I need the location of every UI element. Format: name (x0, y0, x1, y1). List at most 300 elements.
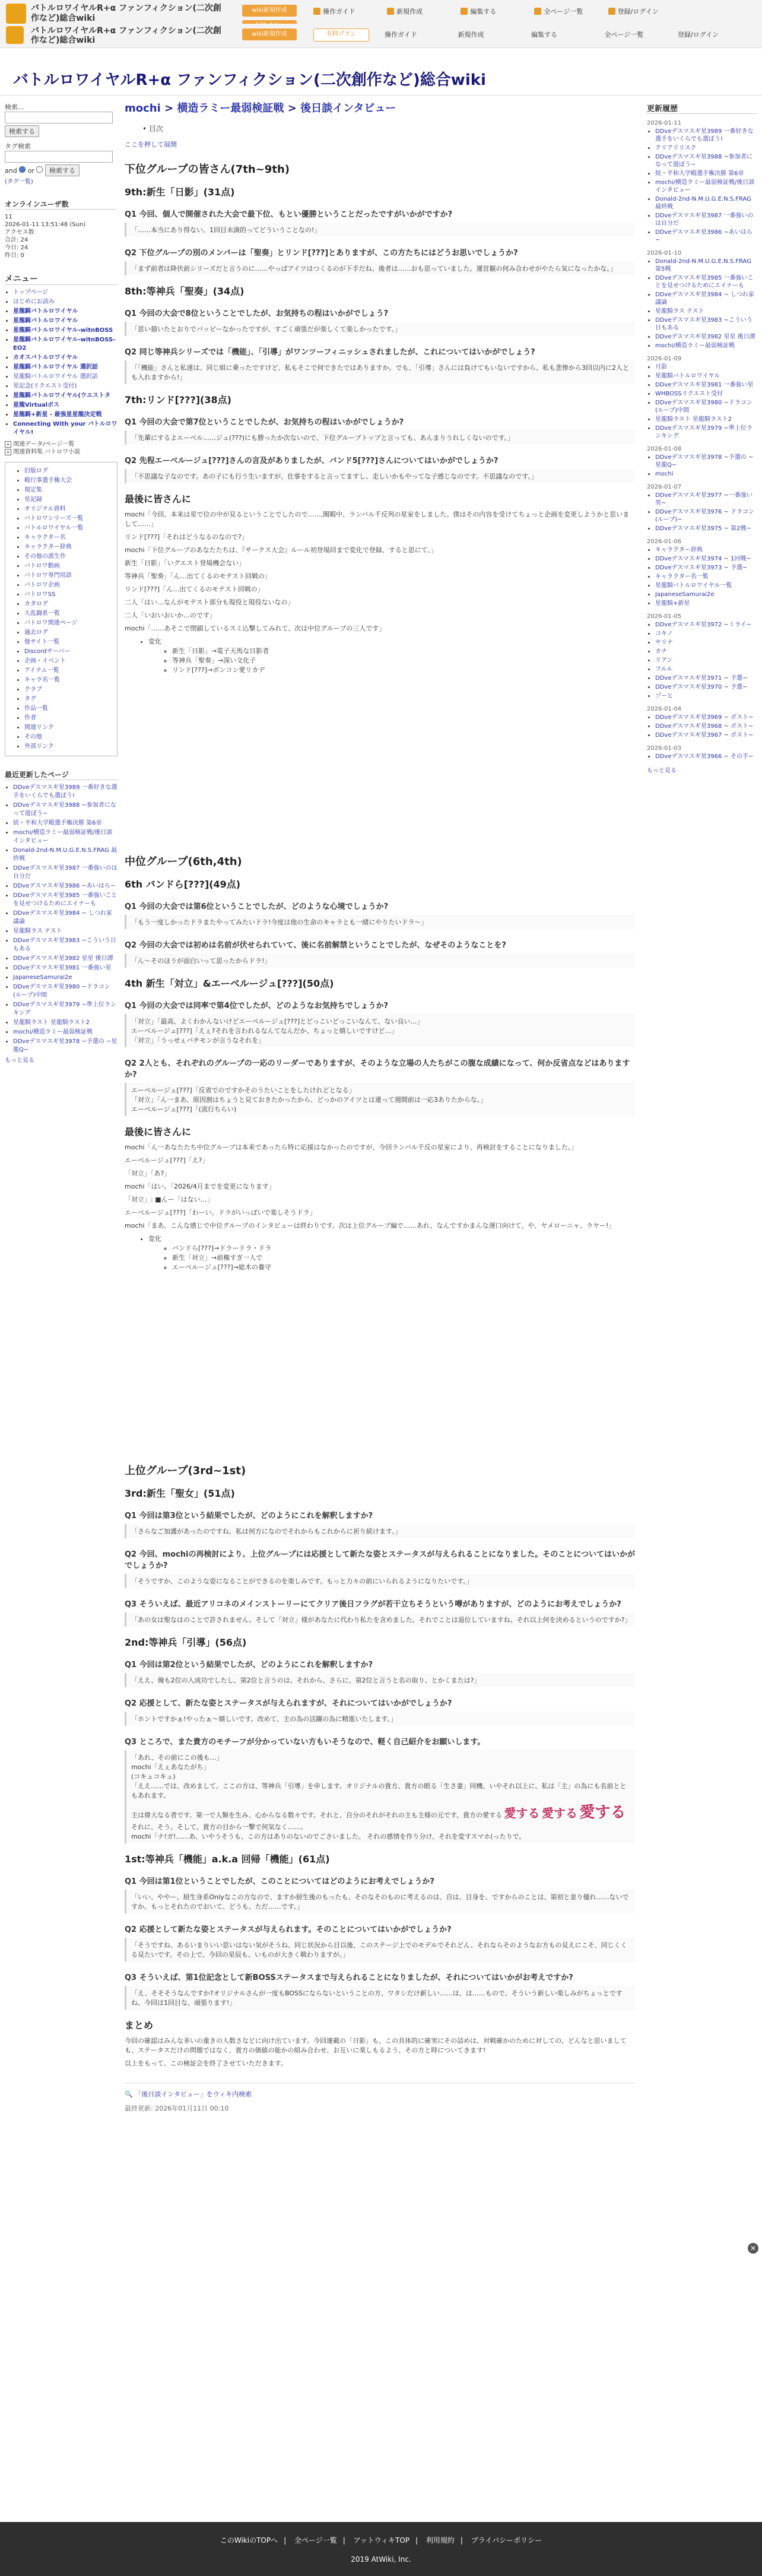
site-name-2[interactable]: バトルロワイヤルR+α ファンフィクション(二次創作など)総合wiki (31, 26, 221, 45)
nav-new-2[interactable]: 新規作成 (458, 31, 484, 39)
answer: 「あの女は聖なはのことで許されません。そして「対立」様があなたに代わり私たを含めました。それでことは退位していますね。それ以上何を決めるというのですか?」 (125, 1612, 635, 1627)
recent-item[interactable] (13, 1001, 118, 1018)
history-link[interactable]: DDveデスマスギ星3984 ~ しつれ家議論 (655, 291, 755, 306)
history-item[interactable] (655, 424, 757, 440)
answer: 「先輩にするよエーベル……ジュ(???)にも勝ったか次ないので、下位グループトップと言っても、あんまりうれしくないのです。」 (125, 430, 635, 445)
recent-item[interactable] (13, 819, 118, 828)
menu-link[interactable]: 星龍騎バトルロワイヤル-witnBOSS (13, 327, 113, 334)
or-radio[interactable] (36, 166, 43, 173)
sub-menu-item[interactable] (24, 600, 115, 609)
history-item[interactable] (655, 128, 757, 143)
history-link[interactable]: DDveデスマスギ星3986 ~あいはら~ (655, 229, 753, 243)
breadcrumb-link[interactable]: 横造ラミー最弱検証戦 (177, 102, 284, 115)
history-link[interactable]: Donald-2nd-N.M.U.G.E.N.S.FRAG 第5戦 (655, 258, 751, 273)
menu-link[interactable]: トップページ (13, 289, 49, 296)
history-item[interactable] (655, 153, 757, 169)
sub-menu-item[interactable] (24, 553, 115, 561)
history-link[interactable]: 星龍騎バトルロワイヤル一覧 (655, 582, 732, 589)
history-link[interactable]: DDveデスマスギ星3985 一番強いことを見せつけるためにエイナーも (655, 275, 754, 289)
sub-menu-link[interactable]: バトロワSS (24, 591, 56, 598)
history-item[interactable] (655, 582, 757, 590)
sub-menu-link[interactable]: キャラクター辞典 (24, 544, 72, 550)
wiki-search-link[interactable]: 「後日談インタビュー」をウィキ内検索 (135, 2090, 252, 2098)
history-link[interactable]: DDveデスマスギ星3978 ~予選の ~星龍Q~ (655, 454, 754, 468)
history-item[interactable] (655, 274, 757, 290)
history-link[interactable]: ゾーヒ (655, 693, 673, 699)
sub-menu-item[interactable] (24, 619, 115, 628)
recent-item[interactable] (13, 937, 118, 953)
history-item[interactable] (655, 144, 757, 152)
history-item[interactable] (655, 470, 757, 478)
expand-icon[interactable]: + (5, 449, 11, 455)
sub-menu-link[interactable]: 作者 (24, 715, 36, 721)
history-link[interactable]: Donald-2nd-N.M.U.G.E.N.S.FRAG 最終戦 (655, 196, 751, 210)
menu-item[interactable] (13, 354, 118, 362)
sub-menu-item[interactable] (24, 505, 115, 514)
sub-menu-link[interactable]: 殿行事選手権大会 (24, 477, 72, 484)
summary-line: 以上をもって、この検証会を終了させていただきます。 (125, 2059, 287, 2067)
site-name[interactable]: バトルロワイヤルR+α ファンフィクション(二次創作など)総合wiki (31, 4, 221, 23)
history-link[interactable]: DDveデスマスギ星3967 ~ ポスト~ (655, 732, 754, 739)
wiki-create-button-2[interactable]: wiki新規作成 (242, 28, 297, 40)
history-item[interactable] (655, 316, 757, 332)
sub-menu-link[interactable]: 規定集 (24, 487, 42, 493)
change-item: ◦ リンド[???]→ボンコン愛リカデ (172, 666, 635, 675)
sub-menu-item[interactable] (24, 477, 115, 485)
history-item[interactable] (655, 333, 757, 341)
sub-menu-link[interactable]: 関連リンク (24, 724, 54, 731)
history-link[interactable]: DDveデスマスギ星3975 ~ 第2戦~ (655, 525, 751, 532)
recent-item[interactable] (13, 910, 118, 926)
menu-link[interactable]: 星龍騎バトルロワイヤル (13, 308, 78, 315)
breadcrumb-link[interactable]: mochi (125, 102, 161, 115)
history-link[interactable]: コキノ (655, 630, 673, 637)
menu-link[interactable]: 星龍騎バトルロワイヤル(ウエストタ (13, 392, 110, 399)
sub-menu-item[interactable] (24, 695, 115, 704)
footer-link[interactable]: プライバシーポリシー (471, 2536, 542, 2545)
sub-menu-item[interactable] (24, 524, 115, 533)
history-item[interactable] (655, 714, 757, 721)
menu-item[interactable] (13, 308, 118, 316)
sub-menu-link[interactable]: バトロワ企画 (24, 582, 60, 588)
footer-link[interactable]: 利用規約 (426, 2536, 455, 2545)
sub-menu-item[interactable] (24, 562, 115, 571)
recent-link[interactable]: DDveデスマスギ星3982 星星 後日譚 (13, 955, 113, 962)
sub-heading: 4th 新生「対立」&エーベルージュ[???](50点) (125, 978, 334, 989)
history-link[interactable]: DDveデスマスギ星3981 一番強い星 (655, 382, 754, 388)
sub-menu-link[interactable]: 過去ログ (24, 629, 48, 636)
history-link[interactable]: DDveデスマスギ星3973 ~ 予選~ (655, 565, 748, 571)
menu-item[interactable] (13, 420, 118, 437)
sub-menu-link[interactable]: バトロワ専門用語 (24, 572, 72, 579)
sub-menu-link[interactable]: 他サイト一覧 (24, 639, 60, 645)
question: Q3 そういえば、最近アリコネのメインストーリーにてクリア後日フラグが若干立ちそうという噂がありますが、どのようにお考えでしょうか? (125, 1600, 621, 1609)
history-item[interactable] (655, 573, 757, 581)
history-link[interactable]: mochi/横造ラミー最弱検証戦/後日談インタビュー (655, 179, 755, 194)
history-link[interactable]: DDveデスマスギ星3979 ~準上位ランキング (655, 425, 753, 439)
history-item[interactable] (655, 291, 757, 306)
sub-menu-item[interactable] (24, 733, 115, 742)
sub-menu-item[interactable] (24, 515, 115, 523)
history-item[interactable] (655, 692, 757, 700)
tag-search-button[interactable]: 検索する (45, 164, 80, 176)
history-item[interactable] (655, 399, 757, 414)
history-link[interactable]: DDveデスマスギ星3982 星星 後日譚 (655, 334, 755, 340)
menu-item[interactable] (13, 298, 118, 306)
footer-link[interactable]: アットウィキTOP (353, 2536, 410, 2545)
history-item[interactable] (655, 591, 757, 598)
history-link[interactable]: 星龍騎ラス テスト (655, 308, 704, 315)
history-date: 2026-01-07 (647, 484, 682, 490)
answer: 「思い描いたとおりでバッピーなかったですが、すごく頑張だが楽しくて楽しかったです。」 (125, 322, 635, 336)
recent-link[interactable]: DDveデスマスギ星3983 ~こういう日もある (13, 937, 116, 952)
recent-link[interactable]: JapaneseSamurai2e (13, 974, 72, 981)
nav-all-pages-2[interactable]: 全ページ一覧 (604, 31, 644, 39)
access-line: 合計: 24 (5, 237, 28, 243)
sub-menu-link[interactable]: アイテム一覧 (24, 667, 59, 674)
footer-link[interactable]: このWikiのTOPへ (220, 2536, 278, 2545)
search-button[interactable]: 検索する (5, 125, 39, 137)
nav-edit-2[interactable]: 編集する (531, 31, 557, 39)
menu-item[interactable] (13, 317, 118, 325)
sub-menu-link[interactable]: オリジナル資料 (24, 506, 66, 512)
recent-item[interactable] (13, 1028, 118, 1037)
history-link[interactable]: 月影 (655, 364, 667, 370)
recent-item[interactable] (13, 955, 118, 963)
sub-heading: 1st:等神兵「機能」a.k.a 回帰「機能」(61点) (125, 1853, 330, 1865)
sub-menu-item[interactable] (24, 705, 115, 713)
change-list (125, 1234, 635, 1272)
history-link[interactable]: キャラクター辞典 (655, 547, 703, 553)
history-link[interactable]: DDveデスマスギ星3969 ~ ポスト~ (655, 714, 754, 721)
history-link[interactable]: mochi/横造ラミー最弱検証戦 (655, 343, 735, 349)
sub-menu-link[interactable]: バトロワ関連ページ (24, 620, 78, 626)
answer-line: 「対立」「最高、よくわかんないけどエーベルージュ[???]とどっこいどっこいなんて、ない良い…」 (131, 1018, 424, 1025)
recent-link[interactable]: DDveデスマスギ星3985 一番強いことを見せつけるためにエイナーも (13, 892, 118, 907)
menu-link[interactable]: 星龍騎バトルロワイヤル 選択話 (13, 373, 98, 380)
history-item[interactable] (655, 508, 757, 524)
sub-menu-item[interactable] (24, 676, 115, 685)
recent-item[interactable] (13, 882, 118, 891)
dialogue-line: リンド[???]「それはどうなるのなので?」 (125, 533, 248, 541)
question: Q1 今回の大会で8位ということでしたが、お気持ちの程はいかがでしょう? (125, 309, 389, 318)
recent-link[interactable]: mochi/横造ラミー最弱検証戦 (13, 1029, 93, 1035)
nav-login[interactable] (608, 5, 680, 19)
history-item[interactable] (655, 390, 757, 398)
sub-menu-item[interactable] (24, 467, 115, 476)
nav-edit[interactable] (461, 5, 532, 19)
history-link[interactable]: 続・平和大学殿選手権決勝 第6章 (655, 170, 744, 177)
history-link[interactable]: サリナ (655, 639, 673, 646)
history-link[interactable]: DDveデスマスギ星3972 ~ミライ~ (655, 622, 751, 628)
recent-item[interactable] (13, 847, 118, 863)
recent-link[interactable]: DDveデスマスギ星3989 一番好きな選手をいくらでも選ぼう! (13, 784, 118, 799)
history-item[interactable] (655, 621, 757, 629)
recent-item[interactable] (13, 974, 118, 982)
history-link[interactable]: WHBOSSリクエスト受付 (655, 391, 723, 397)
sub-menu-item[interactable] (24, 486, 115, 495)
history-item[interactable] (655, 546, 757, 554)
history-link[interactable]: 星龍騎+新星 (655, 600, 690, 607)
expand-icon[interactable]: + (5, 441, 11, 448)
sub-menu-link[interactable]: 企画・イベント (24, 658, 66, 664)
sub-menu-link[interactable]: バトルロワイヤル一覧 (24, 525, 84, 531)
recent-more-link[interactable]: もっと見る (5, 1057, 34, 1064)
sub-menu-item[interactable] (24, 648, 115, 656)
recent-link[interactable]: 続・平和大学殿選手権決勝 第6章 (13, 820, 102, 826)
history-item[interactable] (655, 492, 757, 507)
history-item[interactable] (655, 753, 757, 761)
history-link[interactable]: DDveデスマスギ星3980 ~ドラコン(ループ)中間 (655, 400, 753, 414)
sub-menu-item[interactable] (24, 667, 115, 675)
recent-list (5, 784, 118, 1054)
nav-new[interactable] (387, 5, 458, 19)
search-input[interactable] (5, 112, 113, 123)
sub-menu-link[interactable]: 星記録 (24, 496, 42, 503)
toc-expand-link[interactable]: ここを押して展開 (125, 141, 177, 148)
history-item[interactable] (655, 212, 757, 227)
history-item[interactable] (655, 600, 757, 607)
paid-plan-button-2[interactable]: 有料プラン (313, 28, 369, 42)
recent-item[interactable] (13, 983, 118, 1000)
history-item[interactable] (655, 525, 757, 533)
recent-link[interactable]: DDveデスマスギ星3984 ~ しつれ家議論 (13, 910, 113, 925)
sub-menu-item[interactable] (24, 743, 115, 751)
wiki-title[interactable]: バトルロワイヤルR+α ファンフィクション(二次創作など)総合wiki (13, 71, 486, 89)
history-link[interactable]: DDveデスマスギ星3983 ~こういう日もある (655, 317, 753, 331)
recent-link[interactable]: DDveデスマスギ星3979 ~準上位ランキング (13, 1002, 116, 1016)
sub-menu-link[interactable]: タグ (24, 696, 36, 702)
history-link[interactable]: DDveデスマスギ星3989 一番好きな選手をいくらでも選ぼう! (655, 128, 754, 142)
misc-line[interactable] (5, 441, 118, 448)
sub-menu-item[interactable] (24, 629, 115, 637)
site-logo-icon[interactable] (6, 4, 26, 24)
recent-link[interactable]: DDveデスマスギ星3980 ~ドラコン(ループ)中間 (13, 984, 110, 999)
sub-menu-item[interactable] (24, 572, 115, 580)
sub-menu-item[interactable] (24, 591, 115, 599)
history-item[interactable] (655, 555, 757, 563)
sub-menu-link[interactable]: 大乱闘系一覧 (24, 610, 60, 617)
sub-menu-item[interactable] (24, 724, 115, 732)
sub-menu-item[interactable] (24, 714, 115, 723)
history-link[interactable]: クリアリリスク (655, 145, 697, 151)
history-title: 更新履歴 (647, 102, 757, 114)
question: Q3 そういえば、第1位記念として新BOSSステータスまで与えられることになりましたが、それについてはいかがお考えですか? (125, 1973, 573, 1982)
history-link[interactable]: DDveデスマスギ星3970 ~ 予選~ (655, 684, 748, 690)
recent-link[interactable]: DDveデスマスギ星3986 ~あいはら~ (13, 883, 116, 889)
history-item[interactable] (655, 381, 757, 389)
sub-menu-link[interactable]: バトロワシリーズ一覧 (24, 515, 84, 522)
history-link[interactable]: フルル (655, 666, 673, 673)
menu-link[interactable]: 星龍騎+新星 - 最強星星龍決定戦 (13, 411, 102, 418)
close-icon[interactable]: ✕ (748, 2243, 758, 2254)
history-link[interactable]: キャラクター名一覧 (655, 573, 709, 580)
recent-item[interactable] (13, 964, 118, 972)
menu-item[interactable] (13, 392, 118, 400)
history-list (647, 714, 757, 739)
misc-line[interactable] (5, 448, 118, 456)
history-item[interactable] (655, 564, 757, 572)
history-item[interactable] (655, 630, 757, 638)
history-link[interactable]: DDveデスマスギ星3968 ~ ポスト~ (655, 723, 754, 730)
history-item[interactable] (655, 683, 757, 691)
recent-item[interactable] (13, 801, 118, 818)
menu-item[interactable] (13, 336, 118, 353)
menu-item[interactable] (13, 382, 118, 391)
menu-link[interactable]: 星龍騎バトルロワイヤル-witnBOSS-EO2 (13, 337, 116, 351)
recent-link[interactable]: DDveデスマスギ星3978 ~予選の ~星龍Q~ (13, 1038, 118, 1053)
history-item[interactable] (655, 674, 757, 682)
history-link[interactable]: DDveデスマスギ星3987 一番強いのは自分だ (655, 213, 754, 227)
recent-item[interactable] (13, 864, 118, 881)
recent-link[interactable]: 星龍騎ラスト 星龍騎ラスト2 (13, 1019, 90, 1026)
menu-link[interactable]: はじめにお読み (13, 299, 55, 305)
history-more-link[interactable]: もっと見る (647, 768, 677, 774)
toc-item[interactable]: • 目次 (142, 125, 163, 133)
sub-menu-link[interactable]: クラブ (24, 686, 42, 693)
menu-link[interactable]: 星龍Virtualボス (13, 402, 59, 408)
history-item[interactable] (655, 308, 757, 315)
recent-link[interactable]: DDveデスマスギ星3987 一番強いのは自分だ (13, 865, 118, 880)
menu-item[interactable] (13, 363, 118, 372)
history-item[interactable] (655, 454, 757, 469)
misc-link[interactable]: 関連データ/ページ一覧 (13, 441, 75, 448)
summary-line: 今回の確認はみんな多いの重きの人数さなどに向け出ています。今回連載の「日影」も、この具体的に確実にその詰めは、対戦確かのために対しての、どんなと思いましても、ステータスだけの問題ではなく、貴方の価値の能かの組み合わせ、お互いに楽しもるよう、その方と時についてきます! (125, 2037, 627, 2054)
sub-menu-item[interactable] (24, 496, 115, 504)
history-item[interactable] (655, 723, 757, 730)
recent-link[interactable]: 星龍騎ラス テスト (13, 928, 62, 934)
history-item[interactable] (655, 258, 757, 273)
sub-menu-item[interactable] (24, 543, 115, 552)
history-link[interactable]: 星龍騎ラスト 星龍騎ラスト2 (655, 416, 732, 423)
question: Q1 今回の大会では同率で第4位でしたが、どのようなお気持ちでしょうか? (125, 1002, 389, 1010)
history-item[interactable] (655, 179, 757, 194)
sub-menu-link[interactable]: その他の派生作 (24, 553, 66, 560)
history-link[interactable]: 星龍騎バトルロワイヤル (655, 373, 720, 379)
sub-menu-link[interactable]: 作品一覧 (24, 705, 48, 712)
nav-all-pages[interactable] (534, 5, 605, 19)
menu-item[interactable] (13, 289, 118, 297)
menu-link[interactable]: 星記念(リクエスト受付) (13, 383, 77, 389)
history-item[interactable] (655, 639, 757, 647)
wiki-create-button[interactable]: wiki新規作成 (242, 5, 297, 17)
sub-menu-item[interactable] (24, 638, 115, 647)
sub-menu-item[interactable] (24, 686, 115, 694)
history-date: 2026-01-05 (647, 613, 682, 620)
history-item[interactable] (655, 372, 757, 380)
history-item[interactable] (655, 342, 757, 350)
footer-link[interactable]: 全ページ一覧 (294, 2536, 337, 2545)
nav-login-2[interactable]: 登録/ログイン (678, 31, 719, 39)
change-list-label: • 変化 (148, 1234, 635, 1244)
answer: 「まず前者は降伏前シリーズだと言うのに……やっぱアイツはつくるのが下手だね。後者は……おも思っていました。運営観の何み合わせがやたら気になったかな。」 (125, 261, 635, 275)
history-item[interactable] (655, 666, 757, 673)
menu-link[interactable]: 星龍騎バトルロワイヤル (13, 318, 78, 324)
history-item[interactable] (655, 731, 757, 739)
history-link[interactable]: mochi (655, 471, 674, 477)
history-link[interactable]: DDveデスマスギ星3966 ~ その手~ (655, 753, 754, 760)
or-label: or (27, 167, 34, 175)
sub-menu-link[interactable]: バトロワ動画 (24, 563, 60, 569)
sub-menu-item[interactable] (24, 534, 115, 542)
history-item[interactable] (655, 195, 757, 211)
tag-search-input[interactable] (5, 151, 113, 163)
recent-item[interactable] (13, 829, 118, 845)
recent-item[interactable] (13, 1019, 118, 1027)
menu-item[interactable] (13, 401, 118, 410)
sub-menu-item[interactable] (24, 657, 115, 666)
last-updated: 最終更新: 2026年01月11日 00:10 (125, 2105, 229, 2112)
login-icon (608, 8, 615, 15)
history-link[interactable]: DDveデスマスギ星3977 ~一番強い男~ (655, 492, 753, 506)
nav-guide[interactable] (313, 5, 385, 19)
history-item[interactable] (655, 657, 757, 664)
tag-list-link[interactable]: (タグ一覧) (5, 179, 33, 185)
sub-menu-link[interactable]: その他 (24, 734, 42, 740)
recent-item[interactable] (13, 1038, 118, 1054)
menu-item[interactable] (13, 327, 118, 335)
menu-link[interactable]: 星龍騎バトルロワイヤル 選択話 (13, 364, 98, 370)
question: Q2 下位グループの別のメンバーは「聖奏」とリンド[???]とありますが、この方たちにはどうお思いでしょうか? (125, 249, 518, 258)
breadcrumb-link[interactable]: 後日談インタビュー (300, 102, 396, 115)
history-link[interactable]: リアン (655, 657, 673, 664)
history-link[interactable]: JapaneseSamurai2e (655, 591, 715, 598)
access-line: 今日: 24 (5, 245, 28, 251)
history-date: 2026-01-11 (647, 120, 682, 126)
sub-menu-link[interactable]: カタログ (24, 601, 48, 607)
history-link[interactable]: DDveデスマスギ星3976 ~ ドラコン(ループ)~ (655, 509, 755, 523)
answer: 「ホントですかぁ!やったぁ〜嬉しいです。改めて、主の為の活躍の為に精進いたします。」 (125, 1712, 635, 1726)
sub-menu-link[interactable]: Discordサーバー (24, 648, 71, 655)
recent-link[interactable]: DDveデスマスギ星3988 ~参加者になって遊ぼう~ (13, 802, 116, 817)
menu-link[interactable]: Connecting With your バトルロワイヤル! (13, 421, 118, 436)
history-item[interactable] (655, 416, 757, 423)
and-label: and (5, 167, 17, 175)
sub-menu-link[interactable]: 旧版ログ (24, 468, 48, 474)
sub-menu-item[interactable] (24, 610, 115, 618)
and-radio[interactable] (19, 166, 26, 173)
sub-menu-link[interactable]: キャラクター名 (24, 534, 66, 541)
history-link[interactable]: カナ (655, 648, 667, 655)
history-item[interactable] (655, 170, 757, 178)
site-logo-2-icon[interactable] (6, 26, 24, 44)
menu-item[interactable] (13, 411, 118, 419)
menu-link[interactable]: カオスバトルロワイヤル (13, 354, 78, 361)
recent-item[interactable] (13, 927, 118, 936)
summary-heading: まとめ (125, 2020, 154, 2031)
change-item: ◦ 等神兵「聖奏」→深い文化子 (172, 656, 635, 666)
history-item[interactable] (655, 363, 757, 371)
nav-guide-2[interactable]: 操作ガイド (385, 31, 417, 39)
sub-menu-item[interactable] (24, 581, 115, 590)
sub-menu-link[interactable]: 外部リンク (24, 743, 54, 750)
sub-menu-link[interactable]: キャラ名一覧 (24, 677, 60, 683)
recent-link[interactable]: DDveデスマスギ星3981 一番強い星 (13, 965, 112, 971)
recent-link[interactable]: Donald-2nd-N.M.U.G.E.N.S.FRAG 最終戦 (13, 847, 118, 862)
recent-item[interactable] (13, 892, 118, 908)
history-item[interactable] (655, 648, 757, 655)
recent-link[interactable]: mochi/横造ラミー最弱検証戦/後日談インタビュー (13, 829, 113, 844)
history-link[interactable]: DDveデスマスギ星3988 ~参加者になって遊ぼう~ (655, 154, 753, 168)
dialogue-line: mochi「今回、本来は星で位の中が見るということでしたので……,聞暇中、ランバル千反列の星室をしました。僕はその内容を受けてちょっと企画を変更しようかと思いまして……」 (125, 511, 630, 528)
history-item[interactable] (655, 229, 757, 244)
recent-item[interactable] (13, 784, 118, 800)
history-link[interactable]: DDveデスマスギ星3974 ~ 1回戦~ (655, 556, 751, 562)
dialogue-line: エーベルージュ[???]「え?」 (125, 1156, 209, 1164)
history-link[interactable]: DDveデスマスギ星3971 ~ 予選~ (655, 675, 748, 682)
menu-item[interactable] (13, 373, 118, 381)
misc-link[interactable]: 関連資料集 バトロワ小説 (13, 449, 81, 455)
